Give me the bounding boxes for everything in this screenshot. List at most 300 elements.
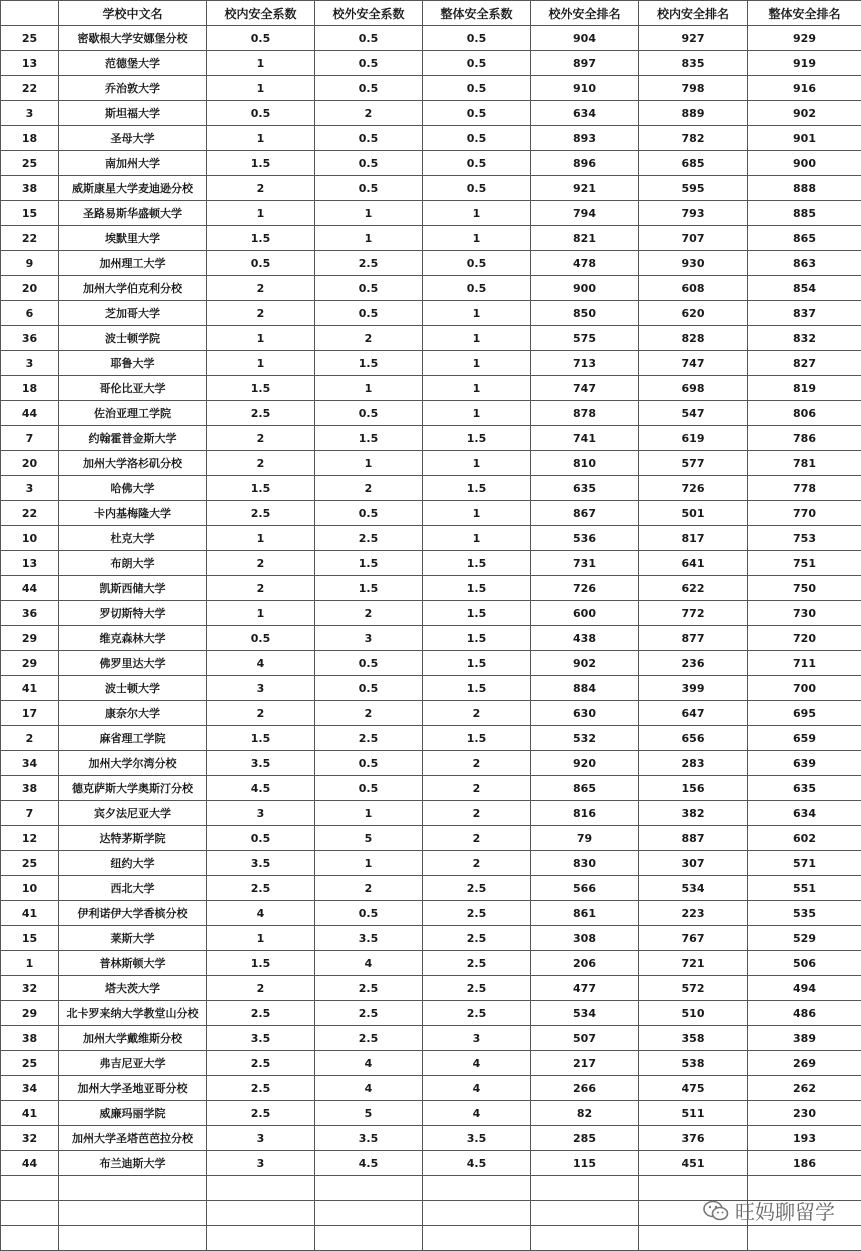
rank-cell: 22	[1, 76, 59, 101]
off-campus-coef-cell: 2.5	[315, 526, 423, 551]
rank-cell: 12	[1, 826, 59, 851]
on-campus-rank-cell: 707	[639, 226, 748, 251]
overall-rank-cell: 262	[748, 1076, 861, 1101]
overall-rank-cell: 535	[748, 901, 861, 926]
off-campus-rank-cell: 897	[531, 51, 639, 76]
overall-coef-cell: 2.5	[423, 901, 531, 926]
empty-cell	[315, 1201, 423, 1226]
overall-rank-cell: 901	[748, 126, 861, 151]
table-row	[1, 751, 861, 776]
table-row	[1, 901, 861, 926]
on-campus-rank-cell: 223	[639, 901, 748, 926]
overall-rank-cell: 786	[748, 426, 861, 451]
rank-cell: 36	[1, 601, 59, 626]
on-campus-coef-cell: 2.5	[207, 501, 315, 526]
overall-rank-cell: 506	[748, 951, 861, 976]
off-campus-rank-cell: 575	[531, 326, 639, 351]
overall-rank-cell: 865	[748, 226, 861, 251]
off-campus-rank-cell: 884	[531, 676, 639, 701]
overall-rank-cell: 639	[748, 751, 861, 776]
overall-rank-cell: 832	[748, 326, 861, 351]
overall-rank-cell: 635	[748, 776, 861, 801]
off-campus-coef-cell: 1	[315, 226, 423, 251]
overall-coef-cell: 2	[423, 801, 531, 826]
off-campus-rank-cell: 821	[531, 226, 639, 251]
overall-coef-cell: 0.5	[423, 276, 531, 301]
table-row	[1, 26, 861, 51]
school-name-cell: 威廉玛丽学院	[59, 1101, 207, 1126]
on-campus-rank-cell: 793	[639, 201, 748, 226]
school-name-cell: 麻省理工学院	[59, 726, 207, 751]
rank-cell: 2	[1, 726, 59, 751]
overall-rank-cell: 711	[748, 651, 861, 676]
school-name-cell: 普林斯顿大学	[59, 951, 207, 976]
overall-coef-cell: 0.5	[423, 76, 531, 101]
table-row	[1, 401, 861, 426]
on-campus-rank-cell: 538	[639, 1051, 748, 1076]
on-campus-coef-cell: 1.5	[207, 951, 315, 976]
overall-coef-cell: 0.5	[423, 51, 531, 76]
off-campus-rank-cell: 478	[531, 251, 639, 276]
school-name-cell: 加州大学洛杉矶分校	[59, 451, 207, 476]
on-campus-coef-cell: 2	[207, 176, 315, 201]
rank-cell: 44	[1, 576, 59, 601]
overall-rank-cell: 269	[748, 1051, 861, 1076]
watermark-text: 旺妈聊留学	[735, 1196, 835, 1225]
empty-cell	[423, 1226, 531, 1251]
table-row	[1, 876, 861, 901]
overall-coef-cell: 2.5	[423, 926, 531, 951]
table-row	[1, 76, 861, 101]
overall-coef-cell: 1.5	[423, 626, 531, 651]
on-campus-coef-cell: 3	[207, 801, 315, 826]
off-campus-rank-cell: 726	[531, 576, 639, 601]
on-campus-coef-cell: 2	[207, 551, 315, 576]
on-campus-rank-cell: 698	[639, 376, 748, 401]
off-campus-rank-cell: 308	[531, 926, 639, 951]
on-campus-rank-cell: 619	[639, 426, 748, 451]
overall-rank-cell: 827	[748, 351, 861, 376]
off-campus-rank-cell: 920	[531, 751, 639, 776]
off-campus-coef-cell: 1	[315, 851, 423, 876]
on-campus-coef-cell: 0.5	[207, 251, 315, 276]
table-row	[1, 501, 861, 526]
empty-cell	[531, 1176, 639, 1201]
overall-rank-cell: 819	[748, 376, 861, 401]
school-name-cell: 塔夫茨大学	[59, 976, 207, 1001]
on-campus-coef-cell: 3.5	[207, 751, 315, 776]
overall-rank-cell: 720	[748, 626, 861, 651]
off-campus-rank-cell: 266	[531, 1076, 639, 1101]
table-row	[1, 976, 861, 1001]
off-campus-coef-cell: 2	[315, 876, 423, 901]
overall-coef-cell: 1	[423, 451, 531, 476]
off-campus-rank-cell: 902	[531, 651, 639, 676]
off-campus-rank-cell: 910	[531, 76, 639, 101]
rank-cell: 3	[1, 476, 59, 501]
on-campus-rank-cell: 685	[639, 151, 748, 176]
overall-coef-cell: 1.5	[423, 726, 531, 751]
school-name-cell: 圣母大学	[59, 126, 207, 151]
off-campus-rank-cell: 635	[531, 476, 639, 501]
off-campus-rank-cell: 507	[531, 1026, 639, 1051]
table-row	[1, 426, 861, 451]
school-name-cell: 加州大学戴维斯分校	[59, 1026, 207, 1051]
overall-coef-cell: 4.5	[423, 1151, 531, 1176]
overall-rank-cell: 730	[748, 601, 861, 626]
overall-coef-cell: 1.5	[423, 576, 531, 601]
off-campus-rank-cell: 810	[531, 451, 639, 476]
on-campus-rank-cell: 927	[639, 26, 748, 51]
school-name-cell: 波士顿大学	[59, 676, 207, 701]
empty-cell	[531, 1201, 639, 1226]
rank-cell: 1	[1, 951, 59, 976]
overall-rank-cell: 571	[748, 851, 861, 876]
overall-rank-cell: 529	[748, 926, 861, 951]
rank-cell: 29	[1, 626, 59, 651]
off-campus-rank-header: 校外安全排名	[531, 1, 639, 26]
on-campus-rank-cell: 747	[639, 351, 748, 376]
table-row	[1, 551, 861, 576]
off-campus-coef-cell: 3	[315, 626, 423, 651]
on-campus-rank-cell: 534	[639, 876, 748, 901]
table-row	[1, 526, 861, 551]
school-name-cell: 乔治敦大学	[59, 76, 207, 101]
off-campus-coef-cell: 1	[315, 201, 423, 226]
overall-coef-cell: 1	[423, 351, 531, 376]
empty-cell	[423, 1201, 531, 1226]
on-campus-coef-cell: 4	[207, 901, 315, 926]
school-name-header: 学校中文名	[59, 1, 207, 26]
overall-coef-cell: 2	[423, 751, 531, 776]
rank-cell: 25	[1, 851, 59, 876]
overall-coef-cell: 0.5	[423, 151, 531, 176]
off-campus-coef-cell: 0.5	[315, 26, 423, 51]
off-campus-rank-cell: 731	[531, 551, 639, 576]
wechat-icon	[703, 1200, 729, 1222]
on-campus-coef-cell: 1	[207, 326, 315, 351]
off-campus-coef-cell: 4	[315, 951, 423, 976]
rank-cell: 15	[1, 201, 59, 226]
table-row	[1, 201, 861, 226]
table-row	[1, 351, 861, 376]
on-campus-coef-cell: 4	[207, 651, 315, 676]
on-campus-coef-cell: 2	[207, 701, 315, 726]
school-name-cell: 杜克大学	[59, 526, 207, 551]
on-campus-rank-cell: 641	[639, 551, 748, 576]
on-campus-coef-cell: 2.5	[207, 1001, 315, 1026]
on-campus-coef-cell: 1	[207, 51, 315, 76]
off-campus-rank-cell: 600	[531, 601, 639, 626]
on-campus-rank-cell: 307	[639, 851, 748, 876]
rank-cell: 17	[1, 701, 59, 726]
table-row	[1, 676, 861, 701]
off-campus-coef-cell: 2	[315, 476, 423, 501]
on-campus-coef-cell: 2.5	[207, 1101, 315, 1126]
empty-cell	[315, 1226, 423, 1251]
on-campus-rank-cell: 376	[639, 1126, 748, 1151]
overall-rank-cell: 902	[748, 101, 861, 126]
table-row	[1, 151, 861, 176]
school-name-cell: 埃默里大学	[59, 226, 207, 251]
overall-rank-cell: 806	[748, 401, 861, 426]
off-campus-coef-cell: 0.5	[315, 76, 423, 101]
rank-cell: 15	[1, 926, 59, 951]
overall-coef-cell: 2	[423, 776, 531, 801]
overall-coef-cell: 1	[423, 226, 531, 251]
school-name-cell: 布朗大学	[59, 551, 207, 576]
table-row	[1, 1126, 861, 1151]
school-name-cell: 维克森林大学	[59, 626, 207, 651]
table-row	[1, 226, 861, 251]
school-name-cell: 波士顿学院	[59, 326, 207, 351]
on-campus-coef-cell: 3.5	[207, 851, 315, 876]
rank-cell: 20	[1, 451, 59, 476]
overall-coef-cell: 0.5	[423, 101, 531, 126]
rank-cell: 34	[1, 1076, 59, 1101]
school-name-cell: 芝加哥大学	[59, 301, 207, 326]
table-row	[1, 1151, 861, 1176]
overall-coef-cell: 0.5	[423, 251, 531, 276]
overall-rank-cell: 193	[748, 1126, 861, 1151]
on-campus-rank-cell: 767	[639, 926, 748, 951]
on-campus-rank-cell: 236	[639, 651, 748, 676]
overall-coef-cell: 2	[423, 826, 531, 851]
on-campus-coef-cell: 2	[207, 276, 315, 301]
rank-cell: 22	[1, 501, 59, 526]
overall-coef-cell: 1.5	[423, 676, 531, 701]
rank-cell: 9	[1, 251, 59, 276]
empty-cell	[207, 1176, 315, 1201]
overall-rank-cell: 751	[748, 551, 861, 576]
off-campus-coef-cell: 0.5	[315, 301, 423, 326]
overall-rank-cell: 602	[748, 826, 861, 851]
school-name-cell: 西北大学	[59, 876, 207, 901]
rank-cell: 18	[1, 126, 59, 151]
off-campus-coef-cell: 2	[315, 601, 423, 626]
school-name-cell: 加州大学圣地亚哥分校	[59, 1076, 207, 1101]
off-campus-coef-cell: 4	[315, 1051, 423, 1076]
on-campus-rank-cell: 835	[639, 51, 748, 76]
overall-rank-cell: 781	[748, 451, 861, 476]
off-campus-coef-cell: 2	[315, 701, 423, 726]
overall-coef-cell: 1.5	[423, 651, 531, 676]
rank-cell: 29	[1, 651, 59, 676]
table-row	[1, 126, 861, 151]
table-row	[1, 476, 861, 501]
school-name-cell: 莱斯大学	[59, 926, 207, 951]
rank-cell: 25	[1, 1051, 59, 1076]
empty-row	[1, 1226, 861, 1251]
on-campus-rank-cell: 877	[639, 626, 748, 651]
on-campus-rank-cell: 798	[639, 76, 748, 101]
on-campus-rank-cell: 620	[639, 301, 748, 326]
school-name-cell: 加州大学尔湾分校	[59, 751, 207, 776]
on-campus-rank-cell: 930	[639, 251, 748, 276]
rank-cell: 38	[1, 1026, 59, 1051]
school-name-cell: 威斯康星大学麦迪逊分校	[59, 176, 207, 201]
overall-rank-cell: 916	[748, 76, 861, 101]
on-campus-rank-cell: 656	[639, 726, 748, 751]
rank-cell: 10	[1, 526, 59, 551]
table-row	[1, 301, 861, 326]
on-campus-rank-cell: 283	[639, 751, 748, 776]
off-campus-rank-cell: 438	[531, 626, 639, 651]
rank-cell: 41	[1, 901, 59, 926]
overall-rank-cell: 230	[748, 1101, 861, 1126]
school-name-cell: 圣路易斯华盛顿大学	[59, 201, 207, 226]
overall-rank-cell: 186	[748, 1151, 861, 1176]
on-campus-coef-cell: 1	[207, 926, 315, 951]
overall-rank-cell: 551	[748, 876, 861, 901]
overall-coef-cell: 1.5	[423, 601, 531, 626]
overall-coef-cell: 1.5	[423, 551, 531, 576]
off-campus-coef-cell: 2.5	[315, 976, 423, 1001]
overall-rank-cell: 486	[748, 1001, 861, 1026]
off-campus-rank-cell: 867	[531, 501, 639, 526]
off-campus-rank-cell: 634	[531, 101, 639, 126]
on-campus-rank-cell: 547	[639, 401, 748, 426]
off-campus-rank-cell: 477	[531, 976, 639, 1001]
col-rank-header	[1, 1, 59, 26]
on-campus-rank-cell: 156	[639, 776, 748, 801]
on-campus-coef-cell: 1	[207, 351, 315, 376]
overall-rank-cell: 750	[748, 576, 861, 601]
rank-cell: 34	[1, 751, 59, 776]
table-body	[1, 26, 861, 1251]
rank-cell: 7	[1, 426, 59, 451]
off-campus-rank-cell: 850	[531, 301, 639, 326]
off-campus-coef-cell: 0.5	[315, 51, 423, 76]
table-row	[1, 726, 861, 751]
school-name-cell: 罗切斯特大学	[59, 601, 207, 626]
on-campus-coef-cell: 0.5	[207, 101, 315, 126]
on-campus-coef-cell: 0.5	[207, 26, 315, 51]
empty-cell	[1, 1226, 59, 1251]
school-name-cell: 加州理工大学	[59, 251, 207, 276]
off-campus-coef-cell: 1	[315, 451, 423, 476]
table-row	[1, 601, 861, 626]
overall-coef-cell: 1.5	[423, 426, 531, 451]
empty-cell	[531, 1226, 639, 1251]
on-campus-rank-header: 校内安全排名	[639, 1, 748, 26]
table-row	[1, 776, 861, 801]
overall-coef-cell: 1	[423, 401, 531, 426]
off-campus-coef-cell: 0.5	[315, 901, 423, 926]
empty-cell	[423, 1176, 531, 1201]
off-campus-coef-header: 校外安全系数	[315, 1, 423, 26]
table-row	[1, 1076, 861, 1101]
on-campus-coef-cell: 1	[207, 126, 315, 151]
rank-cell: 32	[1, 976, 59, 1001]
off-campus-coef-cell: 0.5	[315, 751, 423, 776]
off-campus-rank-cell: 82	[531, 1101, 639, 1126]
on-campus-rank-cell: 475	[639, 1076, 748, 1101]
off-campus-coef-cell: 0.5	[315, 401, 423, 426]
overall-coef-cell: 2.5	[423, 951, 531, 976]
on-campus-coef-cell: 0.5	[207, 826, 315, 851]
empty-cell	[748, 1226, 861, 1251]
table-row	[1, 251, 861, 276]
off-campus-rank-cell: 534	[531, 1001, 639, 1026]
table-row	[1, 1051, 861, 1076]
off-campus-coef-cell: 4.5	[315, 1151, 423, 1176]
rank-cell: 20	[1, 276, 59, 301]
off-campus-rank-cell: 532	[531, 726, 639, 751]
school-name-cell: 密歇根大学安娜堡分校	[59, 26, 207, 51]
on-campus-rank-cell: 572	[639, 976, 748, 1001]
off-campus-rank-cell: 896	[531, 151, 639, 176]
on-campus-rank-cell: 721	[639, 951, 748, 976]
rank-cell: 13	[1, 51, 59, 76]
overall-rank-cell: 919	[748, 51, 861, 76]
off-campus-coef-cell: 5	[315, 826, 423, 851]
on-campus-coef-cell: 3	[207, 676, 315, 701]
rank-cell: 32	[1, 1126, 59, 1151]
on-campus-rank-cell: 577	[639, 451, 748, 476]
table-row	[1, 1101, 861, 1126]
off-campus-coef-cell: 0.5	[315, 151, 423, 176]
overall-rank-cell: 494	[748, 976, 861, 1001]
on-campus-coef-cell: 1	[207, 601, 315, 626]
overall-rank-cell: 700	[748, 676, 861, 701]
off-campus-coef-cell: 2.5	[315, 1001, 423, 1026]
rank-cell: 41	[1, 676, 59, 701]
empty-cell	[207, 1201, 315, 1226]
rank-cell: 38	[1, 776, 59, 801]
table-row	[1, 276, 861, 301]
overall-coef-cell: 0.5	[423, 126, 531, 151]
rank-cell: 6	[1, 301, 59, 326]
off-campus-coef-cell: 2.5	[315, 251, 423, 276]
overall-coef-header: 整体安全系数	[423, 1, 531, 26]
school-name-cell: 达特茅斯学院	[59, 826, 207, 851]
rank-cell: 10	[1, 876, 59, 901]
off-campus-coef-cell: 2.5	[315, 1026, 423, 1051]
empty-cell	[1, 1176, 59, 1201]
table-row	[1, 801, 861, 826]
on-campus-coef-cell: 3.5	[207, 1026, 315, 1051]
school-name-cell: 佐治亚理工学院	[59, 401, 207, 426]
overall-coef-cell: 4	[423, 1076, 531, 1101]
off-campus-coef-cell: 5	[315, 1101, 423, 1126]
school-name-cell: 纽约大学	[59, 851, 207, 876]
school-name-cell: 宾夕法尼亚大学	[59, 801, 207, 826]
off-campus-coef-cell: 1	[315, 801, 423, 826]
rank-cell: 25	[1, 26, 59, 51]
overall-coef-cell: 1	[423, 201, 531, 226]
on-campus-coef-cell: 2	[207, 576, 315, 601]
off-campus-coef-cell: 1	[315, 376, 423, 401]
rank-cell: 3	[1, 101, 59, 126]
overall-rank-cell: 770	[748, 501, 861, 526]
off-campus-rank-cell: 566	[531, 876, 639, 901]
table-row	[1, 851, 861, 876]
rank-cell: 38	[1, 176, 59, 201]
on-campus-coef-cell: 2	[207, 426, 315, 451]
off-campus-coef-cell: 2.5	[315, 726, 423, 751]
off-campus-rank-cell: 217	[531, 1051, 639, 1076]
school-name-cell: 耶鲁大学	[59, 351, 207, 376]
overall-coef-cell: 2.5	[423, 976, 531, 1001]
on-campus-coef-cell: 2	[207, 451, 315, 476]
overall-rank-cell: 854	[748, 276, 861, 301]
overall-coef-cell: 1	[423, 326, 531, 351]
off-campus-rank-cell: 713	[531, 351, 639, 376]
school-name-cell: 南加州大学	[59, 151, 207, 176]
empty-cell	[1, 1201, 59, 1226]
school-name-cell: 凯斯西储大学	[59, 576, 207, 601]
